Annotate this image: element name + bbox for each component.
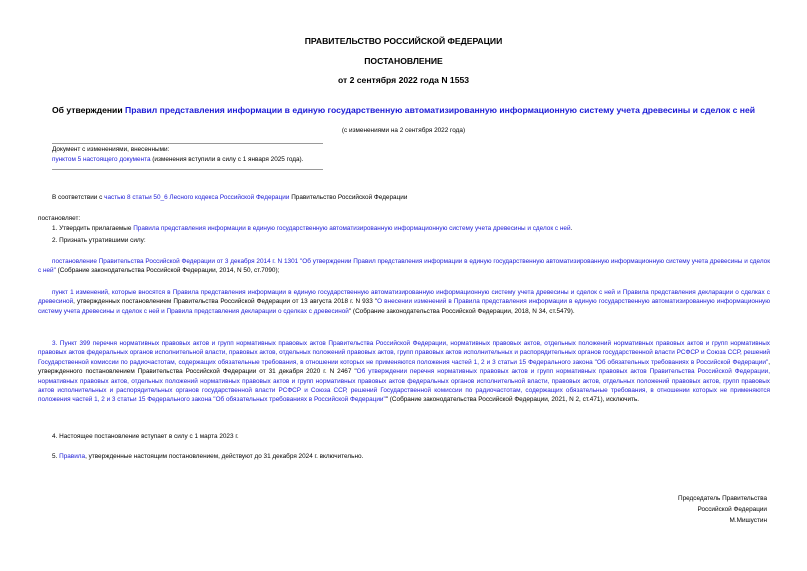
item-1-suffix: . (570, 225, 573, 232)
item-2b-suffix: " (Собрание законодательства Российской Федерации, 2018, N 34, ст.5479). (348, 307, 575, 315)
changes-note-line1: Документ с изменениями, внесенными: (52, 146, 170, 153)
government-heading: ПРАВИТЕЛЬСТВО РОССИЙСКОЙ ФЕДЕРАЦИИ (304, 36, 503, 46)
forest-code-link[interactable]: частью 8 статьи 50_6 Лесного кодекса Российской Федерации (104, 194, 290, 201)
item-3-mid: , утвержденного постановлением Правительства Российской Федерации от 31 декабря 2020 г. N 2467 " (38, 358, 770, 376)
resolution-1301-link[interactable]: постановление Правительства Российской Федерации от 3 декабря 2014 г. N 1301 "Об утверждении Правил представления информации в единую государственную автоматизированную информационную систему учета древесины и сделок с ней" (38, 258, 770, 275)
point-399-link[interactable]: 3. Пункт 399 перечня нормативных правовых актов и групп нормативных правовых актов Правительства Российской Федерации, нормативных правовых актов, отдельных положений нормативных правовых актов и групп нормативных правовых актов федеральных органов исполнительной власти, правовых актов, отдельных положений правовых актов, групп правовых актов исполнительных и распорядительных органов государственной власти РСФСР и Союза ССР, решений Государственной комиссии по радиочастотам, содержащих обязательные требования, в отношении которых не применяются положения частей 1, 2 и 3 статьи 15 Федерального закона "Об обязательных требованиях в Российской Федерации" (38, 340, 770, 366)
item-3-suffix: " (Собрание законодательства Российской Федерации, 2021, N 2, ст.471), исключить. (385, 396, 640, 404)
signature-name: М.Мишустин (729, 517, 767, 524)
item-5-suffix: , утвержденные настоящим постановлением, действуют до 31 декабря 2024 г. включительно. (85, 453, 364, 460)
resolution-2467-link[interactable]: Об утверждении перечня нормативных правовых актов и групп нормативных правовых актов Правительства Российской Федерации, нормативных правовых актов, отдельных положений нормативных правовых актов и групп нормативных правовых актов федеральных органов исполнительной власти, правовых актов, отдельных положений правовых актов, групп правовых актов исполнительных и распорядительных органов государственной власти РСФСР и Союза ССР, решений Государственной комиссии по радиочастотам, содержащих обязательные требования, в отношении которых не применяются положения частей 1, 2 и 3 статьи 15 Федерального закона "Об обязательных требованиях в Российской Федерации" (38, 368, 771, 404)
item-2: 2. Признать утратившими силу: (52, 237, 146, 244)
item-4: 4. Настоящее постановление вступает в силу с 1 марта 2023 г. (52, 433, 239, 440)
signature-block (678, 493, 767, 526)
item-2a (38, 257, 770, 276)
item-2a-suffix: (Собрание законодательства Российской Федерации, 2014, N 50, ст.7090); (55, 267, 280, 275)
document-type-heading: ПОСТАНОВЛЕНИЕ (364, 56, 443, 66)
item-1-prefix: 1. Утвердить прилагаемые (52, 225, 134, 232)
changes-note-line2 (52, 155, 303, 165)
signature-country: Российской Федерации (697, 506, 767, 513)
changes-note-rest: (изменения вступили в силу с 1 января 2025 года). (150, 156, 304, 163)
bottom-divider (52, 169, 323, 170)
revision-subtitle: (с изменениями на 2 сентября 2022 года) (341, 127, 466, 134)
amendments-point1-link[interactable]: пункт 1 изменений, которые вносятся в Правила представления информации в единую государственную автоматизированную информационную систему учета древесины и сделок с ней и Правила представления декларации о сделках с древесиной (38, 289, 770, 306)
title-rules-link[interactable]: Правил представления информации в единую государственную автоматизированную информационную систему учета древесины и сделок с ней (125, 105, 756, 115)
item-5 (52, 452, 762, 461)
top-divider (52, 143, 323, 144)
item-5-rules-link[interactable]: Правила (59, 453, 86, 460)
item-2b-mid: , утвержденных постановлением Правительства Российской Федерации от 13 августа 2018 г. N 933 " (73, 298, 378, 306)
resolution-933-link[interactable]: О внесении изменений в Правила представления информации в единую государственную автоматизированную информационную систему учета древесины и сделок с ней и Правила представления декларации о сделках с древесиной (38, 298, 770, 315)
changes-point5-link[interactable]: пунктом 5 настоящего документа (52, 156, 151, 163)
signature-title: Председатель Правительства (678, 495, 767, 502)
item-5-prefix: 5. (52, 453, 60, 460)
preamble (52, 193, 762, 202)
item-1-rules-link[interactable]: Правила представления информации в единую государственную автоматизированную информационную систему учета древесины и сделок с ней (133, 225, 571, 232)
item-2b (38, 288, 770, 316)
changes-note (52, 145, 303, 165)
document-title (0, 105, 807, 115)
item-3 (38, 339, 770, 405)
decides-text: постановляет: (38, 215, 81, 222)
title-prefix: Об утверждении (51, 105, 126, 115)
preamble-suffix: Правительство Российской Федерации (289, 194, 408, 201)
date-number-heading: от 2 сентября 2022 года N 1553 (337, 75, 470, 85)
item-1 (52, 224, 762, 233)
preamble-prefix: В соответствии с (52, 194, 105, 201)
